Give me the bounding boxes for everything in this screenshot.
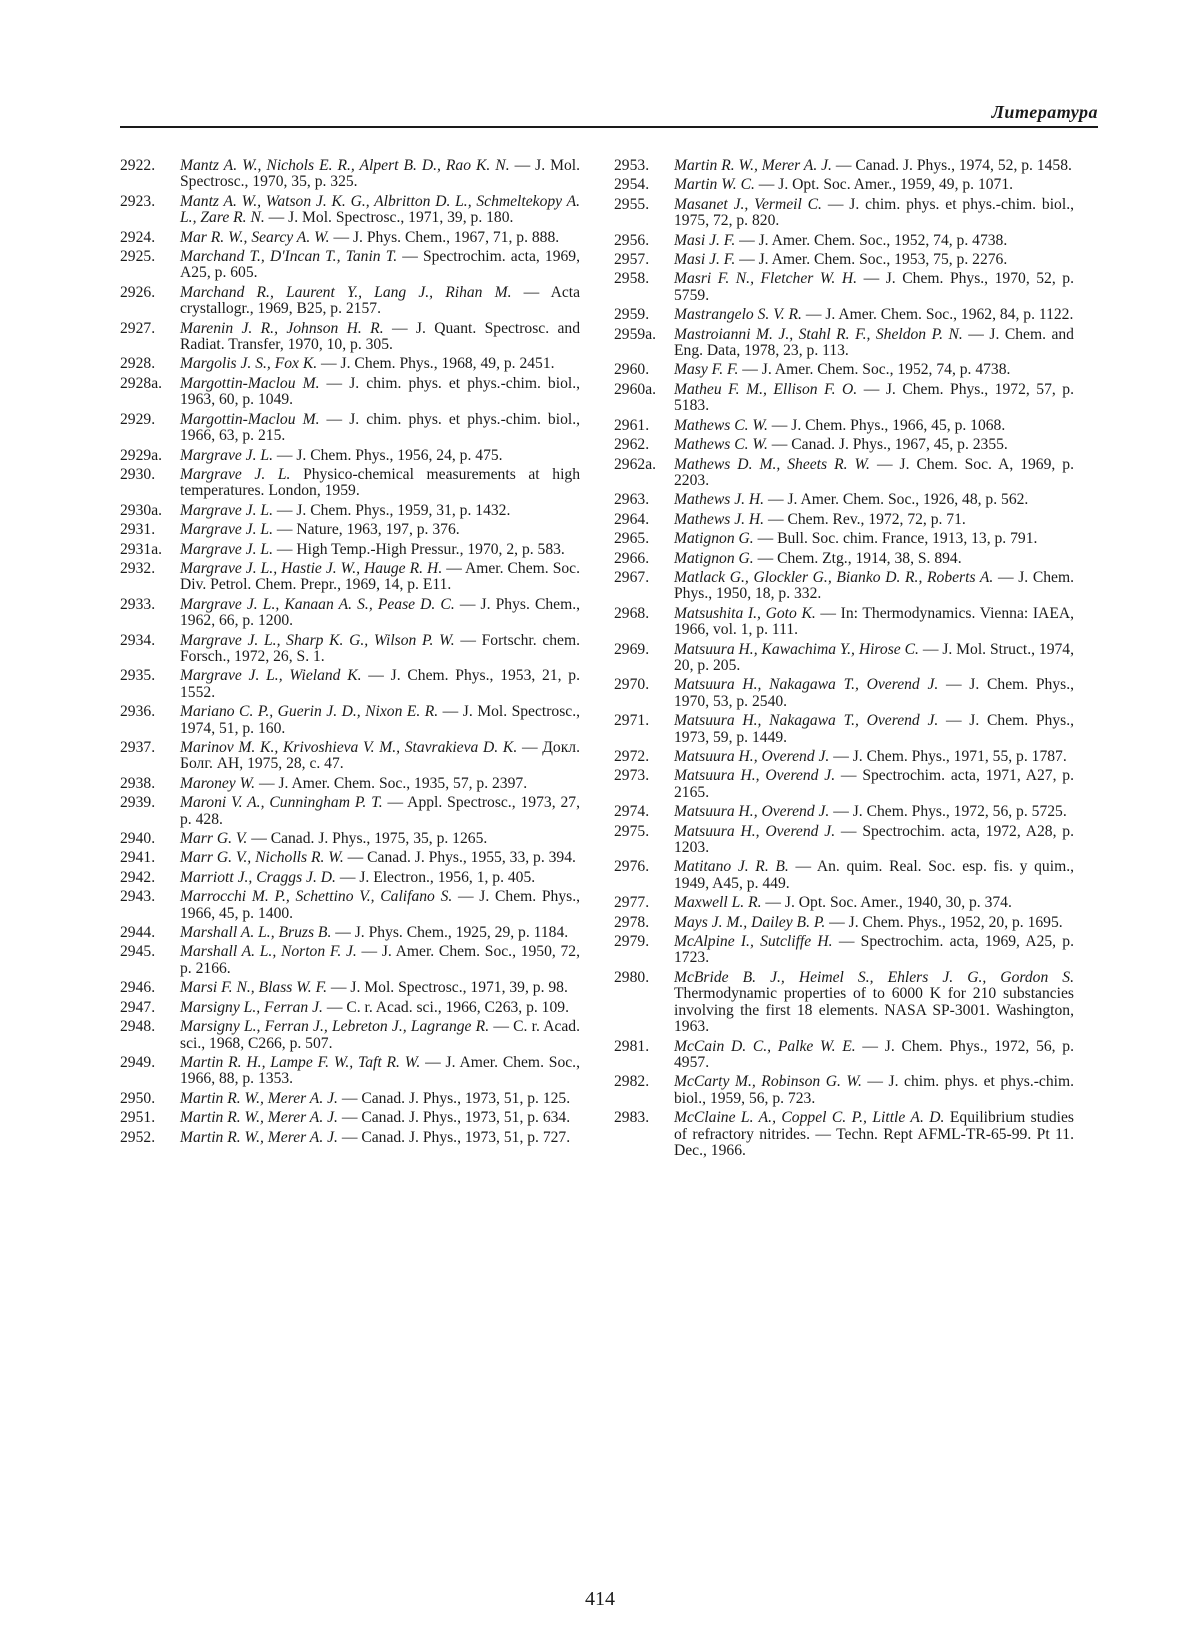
reference-entry [120, 376, 580, 409]
reference-number: 2970. [614, 676, 650, 694]
reference-number: 2949. [120, 1053, 156, 1071]
reference-source: — J. Amer. Chem. Soc., 1952, 74, p. 4738. [735, 231, 1008, 249]
reference-authors: Margottin-Maclou M. [180, 374, 320, 392]
reference-authors: Margrave J. L., Sharp K. G., Wilson P. W. [180, 631, 455, 649]
reference-authors: Martin W. C. [674, 176, 755, 194]
section-title: Литература [991, 102, 1098, 122]
reference-number: 2934. [120, 631, 156, 649]
reference-source: — Acta crystallogr., 1969, B25, p. 2157. [180, 283, 580, 318]
reference-number: 2924. [120, 228, 156, 246]
reference-source: — Canad. J. Phys., 1973, 51, p. 727. [337, 1128, 571, 1146]
reference-authors: McBride B. J., Heimel S., Ehlers J. G., Gordon S. [674, 968, 1074, 986]
reference-source: — Bull. Soc. chim. France, 1913, 13, p. 791. [753, 530, 1038, 548]
reference-entry [614, 512, 1074, 528]
reference-number: 2956. [614, 231, 650, 249]
reference-number: 2968. [614, 604, 650, 622]
reference-entry [614, 437, 1074, 453]
reference-source: — J. Amer. Chem. Soc., 1950, 72, p. 2166. [180, 943, 580, 977]
reference-authors: Matsuura H., Overend J. [674, 767, 836, 785]
reference-number: 2936. [120, 703, 156, 721]
reference-authors: McAlpine I., Sutcliffe H. [674, 933, 833, 951]
reference-authors: Margrave J. L., Hastie J. W., Hauge R. H. [180, 559, 443, 577]
reference-authors: Marshall A. L., Norton F. J. [180, 943, 357, 961]
reference-entry [120, 356, 580, 372]
reference-entry [120, 740, 580, 773]
reference-source: — J. chim. phys. et phys.-chim. biol., 1963, 60, p. 1049. [180, 374, 580, 409]
reference-entry [614, 749, 1074, 765]
reference-source: — J. Opt. Soc. Amer., 1940, 30, p. 374. [761, 894, 1012, 912]
reference-number: 2955. [614, 195, 650, 213]
reference-entry [614, 418, 1074, 434]
reference-authors: Mantz A. W., Watson J. K. G., Albritton D. L., Schmeltekopy A. L., Zare R. N. [180, 192, 580, 227]
reference-source: — C. r. Acad. sci., 1968, C266, p. 507. [180, 1018, 580, 1052]
reference-source: — J. Quant. Spectrosc. and Radiat. Transfer, 1970, 10, p. 305. [180, 319, 580, 354]
reference-authors: Mariano C. P., Guerin J. D., Nixon E. R. [180, 703, 439, 721]
reference-entry [614, 570, 1074, 603]
reference-source: — J. Chem. Phys., 1950, 18, p. 332. [674, 568, 1074, 603]
reference-number: 2977. [614, 894, 650, 912]
reference-source: — Appl. Spectrosc., 1973, 27, p. 428. [180, 794, 580, 828]
reference-number: 2939. [120, 794, 156, 812]
reference-authors: Marsigny L., Ferran J., Lebreton J., Lagrange R. [180, 1018, 490, 1036]
reference-source: — C. r. Acad. sci., 1966, C263, p. 109. [322, 998, 569, 1016]
reference-number: 2960a. [614, 380, 657, 398]
reference-source: — Nature, 1963, 197, p. 376. [272, 521, 460, 539]
reference-entry [120, 321, 580, 354]
reference-entry [120, 249, 580, 282]
reference-authors: Matignon G. [674, 549, 754, 567]
reference-number: 2967. [614, 568, 650, 586]
reference-source: — J. Electron., 1956, 1, p. 405. [335, 868, 536, 886]
reference-source: — An. quim. Real. Soc. esp. fis. y quim., 1949, A45, p. 449. [674, 858, 1074, 892]
reference-authors: Marr G. V. [180, 830, 248, 848]
reference-authors: Marsi F. N., Blass W. F. [180, 979, 328, 997]
reference-entry [120, 561, 580, 594]
reference-source: — J. chim. phys. et phys.-chim. biol., 1966, 63, p. 215. [180, 410, 580, 445]
reference-entry [614, 233, 1074, 249]
reference-entry [614, 1074, 1074, 1107]
reference-source: — J. Chem. Phys., 1973, 59, p. 1449. [674, 712, 1074, 746]
reference-entry [120, 850, 580, 866]
reference-number: 2981. [614, 1037, 650, 1055]
reference-number: 2978. [614, 913, 650, 931]
reference-source: — J. Mol. Spectrosc., 1971, 39, p. 180. [264, 209, 514, 227]
reference-source: — In: Thermodynamics. Vienna: IAEA, 1966, vol. 1, p. 111. [674, 604, 1074, 639]
reference-entry [120, 448, 580, 464]
reference-authors: Matsuura H., Overend J. [674, 822, 836, 840]
reference-entry [120, 889, 580, 922]
reference-number: 2966. [614, 549, 650, 567]
reference-number: 2938. [120, 774, 156, 792]
reference-entry [614, 915, 1074, 931]
reference-number: 2953. [614, 158, 650, 174]
reference-authors: Mathews J. H. [674, 510, 765, 528]
reference-source: — J. Mol. Spectrosc., 1970, 35, p. 325. [180, 158, 580, 191]
reference-authors: Masi J. F. [674, 251, 736, 269]
reference-number: 2930. [120, 465, 156, 483]
reference-source: Equilibrium studies of refractory nitrides. — Techn. Rept AFML-TR-65-99. Pt 11. Dec., 1966. [674, 1109, 1074, 1159]
reference-authors: Martin R. H., Lampe F. W., Taft R. W. [180, 1053, 421, 1071]
reference-entry [120, 944, 580, 977]
reference-source: — J. Chem. Phys., 1959, 31, p. 1432. [272, 501, 511, 519]
reference-number: 2973. [614, 767, 650, 785]
reference-authors: Martin R. W., Merer A. J. [180, 1128, 338, 1146]
reference-authors: Mathews C. W. [674, 416, 768, 434]
reference-source: — Spectrochim. acta, 1969, A25, p. 605. [180, 248, 580, 282]
reference-entry [614, 551, 1074, 567]
reference-entry [614, 197, 1074, 230]
reference-number: 2954. [614, 176, 650, 194]
reference-source: — Spectrochim. acta, 1969, A25, p. 1723. [674, 933, 1074, 967]
reference-entry [614, 824, 1074, 857]
reference-authors: Mays J. M., Dailey B. P. [674, 913, 826, 931]
reference-source: — J. Chem. Phys., 1952, 20, p. 1695. [825, 913, 1063, 931]
reference-source: — Canad. J. Phys., 1973, 51, p. 125. [337, 1089, 571, 1107]
reference-entry [614, 1039, 1074, 1072]
reference-source: — J. Amer. Chem. Soc., 1962, 84, p. 1122. [801, 306, 1074, 324]
reference-authors: Maxwell L. R. [674, 894, 762, 912]
reference-number: 2926. [120, 283, 156, 301]
reference-number: 2958. [614, 270, 650, 288]
reference-entry [120, 412, 580, 445]
reference-number: 2929a. [120, 446, 163, 464]
reference-source: — J. chim. phys. et phys.-chim. biol., 1959, 56, p. 723. [674, 1073, 1074, 1107]
running-header [120, 102, 1098, 128]
reference-authors: Matsuura H., Overend J. [674, 748, 830, 765]
reference-authors: Marriott J., Craggs J. D. [180, 868, 336, 886]
reference-source: — J. Chem. Phys., 1966, 45, p. 1400. [180, 888, 580, 922]
reference-authors: McClaine L. A., Coppel C. P., Little A. D. [674, 1109, 945, 1127]
reference-number: 2945. [120, 943, 156, 961]
reference-number: 2932. [120, 559, 156, 577]
reference-authors: Matsushita I., Goto K. [674, 604, 816, 622]
reference-number: 2957. [614, 251, 650, 269]
reference-entry [120, 285, 580, 318]
reference-source: — Chem. Rev., 1972, 72, p. 71. [764, 510, 966, 528]
reference-source: — J. chim. phys. et phys.-chim. biol., 1975, 72, p. 820. [674, 195, 1074, 230]
reference-number: 2960. [614, 361, 650, 379]
reference-authors: Margottin-Maclou M. [180, 410, 320, 428]
reference-source: — J. Amer. Chem. Soc., 1926, 48, p. 562. [764, 491, 1029, 509]
reference-source: — J. Chem. Soc. A, 1969, p. 2203. [674, 455, 1074, 489]
reference-source: — J. Phys. Chem., 1967, 71, p. 888. [329, 228, 560, 246]
reference-number: 2951. [120, 1109, 156, 1127]
reference-entry [614, 362, 1074, 378]
reference-number: 2963. [614, 491, 650, 509]
reference-authors: Margrave J. L., Wieland K. [180, 667, 362, 685]
reference-entry [120, 668, 580, 701]
reference-number: 2983. [614, 1109, 650, 1127]
reference-authors: Mathews D. M., Sheets R. W. [674, 455, 870, 473]
reference-entry [614, 307, 1074, 323]
reference-authors: Marinov M. K., Krivoshieva V. M., Stavrakieva D. K. [180, 739, 518, 756]
reference-source: — J. Opt. Soc. Amer., 1959, 49, p. 1071. [754, 176, 1014, 194]
reference-authors: Masanet J., Vermeil C. [674, 195, 822, 213]
reference-entry [614, 177, 1074, 193]
reference-number: 2980. [614, 968, 650, 986]
reference-source: — J. Mol. Struct., 1974, 20, p. 205. [674, 640, 1074, 674]
reference-number: 2964. [614, 510, 650, 528]
reference-authors: Marrocchi M. P., Schettino V., Califano S. [180, 888, 453, 906]
reference-number: 2971. [614, 712, 650, 730]
reference-number: 2944. [120, 924, 156, 942]
reference-authors: Masri F. N., Fletcher W. H. [674, 270, 858, 288]
reference-entry [614, 606, 1074, 639]
reference-entry [120, 522, 580, 538]
reference-authors: Mastroianni M. J., Stahl R. F., Sheldon P. N. [674, 325, 963, 343]
reference-entry [120, 1055, 580, 1088]
reference-entry [120, 230, 580, 246]
reference-entry [120, 1000, 580, 1016]
reference-entry [120, 1110, 580, 1126]
reference-number: 2923. [120, 192, 156, 210]
reference-authors: Margrave J. L. [180, 446, 273, 464]
reference-entry [614, 271, 1074, 304]
reference-number: 2982. [614, 1073, 650, 1091]
reference-entry [120, 870, 580, 886]
reference-entry [120, 925, 580, 941]
reference-source: — J. Chem. Phys., 1972, 57, p. 5183. [674, 380, 1074, 415]
reference-number: 2946. [120, 979, 156, 997]
reference-entry [614, 531, 1074, 547]
reference-number: 2928a. [120, 374, 163, 392]
reference-source: — J. Chem. Phys., 1972, 56, p. 5725. [829, 803, 1067, 821]
reference-number: 2979. [614, 933, 650, 951]
reference-authors: Margrave J. L. [180, 521, 273, 539]
reference-authors: Margrave J. L. [180, 540, 273, 558]
reference-entry [614, 934, 1074, 967]
reference-authors: Matheu F. M., Ellison F. O. [674, 380, 858, 398]
reference-authors: Marr G. V., Nicholls R. W. [180, 849, 344, 867]
reference-authors: Marshall A. L., Bruzs B. [180, 924, 332, 942]
reference-authors: Marsigny L., Ferran J. [180, 998, 323, 1016]
reference-source: — Canad. J. Phys., 1955, 33, p. 394. [343, 849, 576, 867]
reference-source: — J. Chem. Phys., 1971, 55, p. 1787. [829, 748, 1067, 765]
reference-source: — Докл. Болг. АН, 1975, 28, c. 47. [180, 739, 580, 773]
reference-authors: Masi J. F. [674, 231, 736, 249]
reference-entry [614, 970, 1074, 1036]
reference-source: — Canad. J. Phys., 1973, 51, p. 634. [337, 1109, 571, 1127]
reference-authors: Martin R. W., Merer A. J. [674, 158, 832, 174]
reference-column-left [120, 158, 580, 1568]
reference-entry [614, 895, 1074, 911]
reference-entry [120, 158, 580, 191]
reference-authors: Maroney W. [180, 774, 256, 792]
reference-source: — High Temp.-High Pressur., 1970, 2, p. 583. [272, 540, 565, 558]
reference-entry [120, 1091, 580, 1107]
reference-source: — Canad. J. Phys., 1967, 45, p. 2355. [767, 436, 1008, 454]
reference-authors: McCarty M., Robinson G. W. [674, 1073, 862, 1091]
reference-source: — J. Amer. Chem. Soc., 1935, 57, p. 2397. [255, 774, 528, 792]
reference-source: — J. Chem. Phys., 1972, 56, p. 4957. [674, 1037, 1074, 1071]
reference-source: Physico-chemical measurements at high temperatures. London, 1959. [180, 465, 580, 500]
reference-entry [120, 503, 580, 519]
reference-source: — J. Amer. Chem. Soc., 1966, 88, p. 1353. [180, 1053, 580, 1088]
reference-authors: Matsuura H., Kawachima Y., Hirose C. [674, 640, 919, 658]
reference-source: — J. Chem. Phys., 1966, 45, p. 1068. [767, 416, 1006, 434]
reference-number: 2962. [614, 436, 650, 454]
reference-source: — J. Chem. and Eng. Data, 1978, 23, p. 113. [674, 325, 1074, 360]
reference-source: — J. Phys. Chem., 1925, 29, p. 1184. [331, 924, 569, 942]
reference-number: 2928. [120, 355, 156, 373]
reference-entry [614, 382, 1074, 415]
reference-entry [120, 831, 580, 847]
reference-column-right [614, 158, 1074, 1568]
reference-authors: Marchand R., Laurent Y., Lang J., Rihan M. [180, 283, 512, 301]
reference-source: — Spectrochim. acta, 1972, A28, p. 1203. [674, 822, 1074, 857]
reference-source: — J. Mol. Spectrosc., 1974, 51, p. 160. [180, 703, 580, 737]
page-number: 414 [585, 1588, 615, 1610]
reference-number: 2974. [614, 803, 650, 821]
reference-authors: Marchand T., D'Incan T., Tanin T. [180, 248, 398, 266]
reference-number: 2962a. [614, 455, 657, 473]
reference-source: — J. Phys. Chem., 1962, 66, p. 1200. [180, 595, 580, 630]
reference-entry [614, 677, 1074, 710]
reference-source: — J. Amer. Chem. Soc., 1952, 74, p. 4738. [738, 361, 1011, 379]
reference-entry [614, 859, 1074, 892]
reference-source: Thermodynamic properties of to 6000 K for 210 substancies involving the first 18 elements. NASA SP-3001. Washington, 1963. [674, 985, 1074, 1036]
reference-number: 2972. [614, 748, 650, 765]
reference-number: 2965. [614, 530, 650, 548]
reference-number: 2931. [120, 521, 156, 539]
reference-source: — J. Chem. Phys., 1970, 53, p. 2540. [674, 676, 1074, 710]
reference-source: — Amer. Chem. Soc. Div. Petrol. Chem. Prepr., 1969, 14, p. E11. [180, 559, 580, 594]
reference-number: 2969. [614, 640, 650, 658]
reference-authors: Matitano J. R. B. [674, 858, 789, 876]
reference-entry [120, 194, 580, 227]
reference-number: 2935. [120, 667, 156, 685]
reference-authors: Matlack G., Glockler G., Bianko D. R., Roberts A. [674, 568, 994, 586]
reference-source: — J. Chem. Phys., 1953, 21, p. 1552. [180, 667, 580, 701]
reference-number: 2959a. [614, 325, 657, 343]
reference-authors: Margrave J. L. [180, 501, 273, 519]
reference-authors: Matignon G. [674, 530, 754, 548]
reference-number: 2925. [120, 248, 156, 266]
reference-entry [614, 327, 1074, 360]
reference-number: 2975. [614, 822, 650, 840]
reference-authors: Masy F. F. [674, 361, 739, 379]
reference-source: — Spectrochim. acta, 1971, A27, p. 2165. [674, 767, 1074, 801]
reference-number: 2950. [120, 1089, 156, 1107]
reference-authors: Maroni V. A., Cunningham P. T. [180, 794, 383, 812]
reference-entry [614, 158, 1074, 174]
reference-number: 2927. [120, 319, 156, 337]
reference-number: 2976. [614, 858, 650, 876]
reference-entry [614, 1110, 1074, 1159]
reference-source: — Canad. J. Phys., 1975, 35, p. 1265. [247, 830, 488, 848]
reference-number: 2933. [120, 595, 156, 613]
reference-entry [120, 980, 580, 996]
reference-entry [120, 795, 580, 828]
reference-authors: Matsuura H., Overend J. [674, 803, 830, 821]
reference-authors: Martin R. W., Merer A. J. [180, 1109, 338, 1127]
reference-number: 2930a. [120, 501, 163, 519]
reference-number: 2937. [120, 739, 156, 756]
reference-number: 2940. [120, 830, 156, 848]
reference-source: — Canad. J. Phys., 1974, 52, p. 1458. [831, 158, 1072, 174]
reference-number: 2941. [120, 849, 156, 867]
reference-entry [614, 804, 1074, 820]
reference-entry [120, 633, 580, 666]
reference-authors: Margrave J. L. [180, 465, 291, 483]
reference-number: 2952. [120, 1128, 156, 1146]
reference-entry [120, 1130, 580, 1146]
reference-entry [120, 597, 580, 630]
reference-source: — Fortschr. chem. Forsch., 1972, 26, S. 1. [180, 631, 580, 665]
reference-source: — J. Mol. Spectrosc., 1971, 39, p. 98. [327, 979, 568, 997]
reference-entry [120, 1019, 580, 1052]
reference-entry [120, 704, 580, 737]
reference-entry [120, 776, 580, 792]
reference-source: — J. Chem. Phys., 1956, 24, p. 475. [272, 446, 503, 464]
reference-entry [120, 542, 580, 558]
reference-entry [120, 467, 580, 500]
reference-source: — J. Chem. Phys., 1970, 52, p. 5759. [674, 270, 1074, 304]
reference-entry [614, 252, 1074, 268]
reference-authors: Mastrangelo S. V. R. [674, 306, 802, 324]
reference-source: — J. Amer. Chem. Soc., 1953, 75, p. 2276. [735, 251, 1008, 269]
reference-number: 2961. [614, 416, 650, 434]
reference-authors: Margrave J. L., Kanaan A. S., Pease D. C. [180, 595, 455, 613]
reference-source: — Chem. Ztg., 1914, 38, S. 894. [753, 549, 962, 567]
reference-number: 2948. [120, 1018, 156, 1036]
reference-entry [614, 713, 1074, 746]
reference-authors: Matsuura H., Nakagawa T., Overend J. [674, 712, 939, 730]
reference-number: 2947. [120, 998, 156, 1016]
reference-authors: Marenin J. R., Johnson H. R. [180, 319, 384, 337]
reference-entry [614, 457, 1074, 490]
reference-authors: Mar R. W., Searcy A. W. [180, 228, 330, 246]
reference-number: 2931a. [120, 540, 163, 558]
header-rule [120, 126, 1098, 128]
reference-entry [614, 642, 1074, 675]
reference-number: 2959. [614, 306, 650, 324]
reference-number: 2929. [120, 410, 156, 428]
reference-authors: Martin R. W., Merer A. J. [180, 1089, 338, 1107]
reference-authors: Mantz A. W., Nichols E. R., Alpert B. D., Rao K. N. [180, 158, 510, 174]
reference-authors: Matsuura H., Nakagawa T., Overend J. [674, 676, 939, 694]
reference-authors: Mathews C. W. [674, 436, 768, 454]
reference-source: — J. Chem. Phys., 1968, 49, p. 2451. [317, 355, 555, 373]
reference-number: 2943. [120, 888, 156, 906]
reference-number: 2942. [120, 868, 156, 886]
reference-number: 2922. [120, 158, 156, 174]
reference-authors: McCain D. C., Palke W. E. [674, 1037, 856, 1055]
reference-entry [614, 492, 1074, 508]
reference-authors: Margolis J. S., Fox K. [180, 355, 318, 373]
reference-authors: Mathews J. H. [674, 491, 765, 509]
reference-entry [614, 768, 1074, 801]
